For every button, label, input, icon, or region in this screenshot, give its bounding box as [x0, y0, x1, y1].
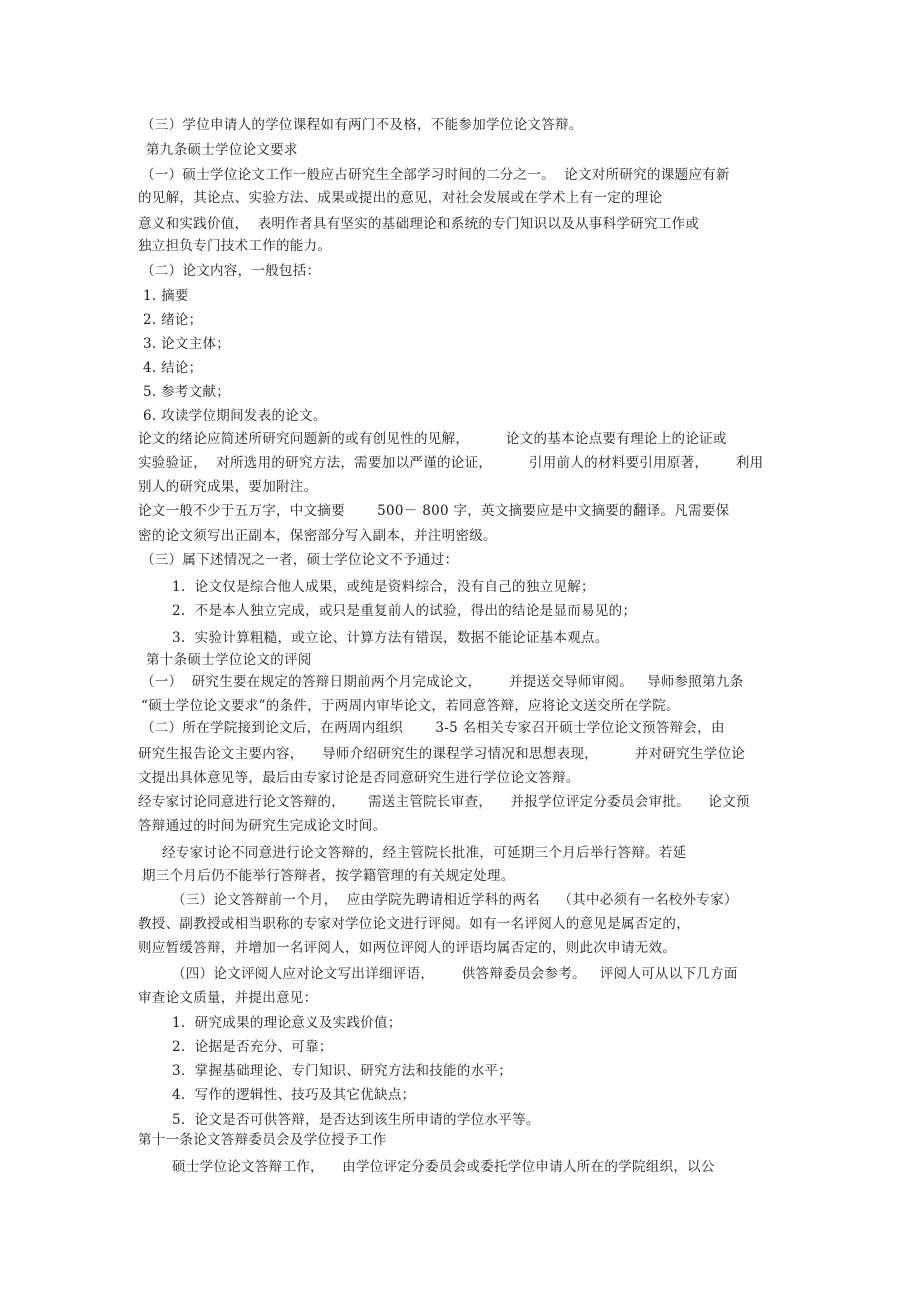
list-item: 3. 掌握基础理论、专门知识、研究方法和技能的水平； [172, 1063, 513, 1079]
paragraph-line: 硕士学位论文答辩工作， 由学位评定分委员会或委托学位申请人所在的学院组织，以公 [172, 1159, 715, 1175]
paragraph-line: 研究生报告论文主要内容， 导师介绍研究生的课程学习情况和思想表现， 并对研究生学位论 [138, 746, 746, 762]
list-item: 3. 实验计算粗糙，或立论、计算方法有错误，数据不能论证基本观点。 [172, 630, 609, 646]
section-heading: 第十条硕士学位论文的评阅 [146, 652, 312, 668]
list-item: 5. 参考文献； [143, 384, 231, 400]
paragraph-line: 论文的绪论应简述所研究问题新的或有创见性的见解， 论文的基本论点要有理论上的论证或 [138, 431, 727, 447]
list-item: 2. 论据是否充分、可靠； [172, 1039, 333, 1055]
paragraph-line: （三）学位申请人的学位课程如有两门不及格，不能参加学位论文答辩。 [141, 117, 583, 133]
paragraph-line: （二）论文内容，一般包括： [141, 263, 321, 279]
list-item: 3. 论文主体； [143, 336, 231, 352]
paragraph-line: 的见解，其论点、实验方法、成果或提出的意见，对社会发展或在学术上有一定的理论 [138, 190, 663, 206]
paragraph-line: （一）硕士学位论文工作一般应占研究生全部学习时间的二分之一。 论文对所研究的课题应有新 [141, 167, 730, 183]
paragraph-line: 答辩通过的时间为研究生完成论文时间。 [138, 818, 387, 834]
list-item: 2. 绪论； [143, 312, 203, 328]
paragraph-line: 实验验证， 对所选用的研究方法，需要加以严谨的论证， 引用前人的材料要引用原著， 利用 [138, 455, 764, 471]
list-item: 2. 不是本人独立完成，或只是重复前人的试验，得出的结论是显而易见的； [172, 603, 637, 619]
paragraph-line: （三）属下述情况之一者，硕士学位论文不予通过： [141, 552, 459, 568]
list-item: 4. 写作的逻辑性、技巧及其它优缺点； [172, 1087, 416, 1103]
list-item: 4. 结论； [143, 360, 203, 376]
paragraph-line: 审查论文质量，并提出意见： [138, 990, 318, 1006]
paragraph-line: 经专家讨论同意进行论文答辩的， 需送主管院长审查， 并报学位评定分委员会审批。 论文预 [138, 794, 750, 810]
list-item: 5. 论文是否可供答辩，是否达到该生所申请的学位水平等。 [172, 1112, 540, 1128]
section-heading: 第十一条论文答辩委员会及学位授予工作 [138, 1132, 387, 1148]
paragraph-line: 密的论文须写出正副本，保密部分写入副本，并注明密级。 [138, 528, 497, 544]
paragraph-line: “硕士学位论文要求”的条件，于两周内审毕论文，若同意答辩，应将论文送交所在学院。 [141, 698, 680, 714]
paragraph-line: 别人的研究成果，要加附注。 [138, 479, 318, 495]
list-item: 1. 摘要 [143, 288, 189, 304]
paragraph-line: 意义和实践价值， 表明作者具有坚实的基础理论和系统的专门知识以及从事科学研究工作或 [138, 216, 700, 232]
paragraph-line: （一） 研究生要在规定的答辩日期前两个月完成论文， 并提送交导师审阅。 导师参照第九条 [141, 674, 744, 690]
list-item: 6. 攻读学位期间发表的论文。 [143, 408, 327, 424]
paragraph-line: （四）论文评阅人应对论文写出详细评语， 供答辩委员会参考。 评阅人可从以下几方面 [172, 966, 738, 982]
list-item: 1. 论文仅是综合他人成果，或纯是资料综合，没有自己的独立见解； [172, 579, 595, 595]
paragraph-line: （二）所在学院接到论文后，在两周内组织 3-5 名相关专家召开硕士学位论文预答辩会，由 [141, 720, 725, 736]
paragraph-line: 则应暂缓答辩，并增加一名评阅人，如两位评阅人的评语均属否定的，则此次申请无效。 [138, 940, 677, 956]
paragraph-line: 教授、副教授或相当职称的专家对学位论文进行评阅。如有一名评阅人的意见是属否定的， [138, 916, 690, 932]
section-heading: 第九条硕士学位论文要求 [146, 142, 298, 158]
paragraph-line: 独立担负专门技术工作的能力。 [138, 238, 332, 254]
list-item: 1. 研究成果的理论意义及实践价值； [172, 1015, 402, 1031]
paragraph-line: 经专家讨论不同意进行论文答辩的，经主管院长批准，可延期三个月后举行答辩。若延 [162, 845, 687, 861]
paragraph-line: 文提出具体意见等，最后由专家讨论是否同意研究生进行学位论文答辩。 [138, 770, 580, 786]
paragraph-line: 期三个月后仍不能举行答辩者，按学籍管理的有关规定处理。 [142, 868, 515, 884]
paragraph-line: （三）论文答辩前一个月， 应由学院先聘请相近学科的两名 （其中必须有一名校外专家） [172, 892, 738, 908]
paragraph-line: 论文一般不少于五万字，中文摘要 500－ 800 字，英文摘要应是中文摘要的翻译。凡需要保 [138, 503, 730, 519]
